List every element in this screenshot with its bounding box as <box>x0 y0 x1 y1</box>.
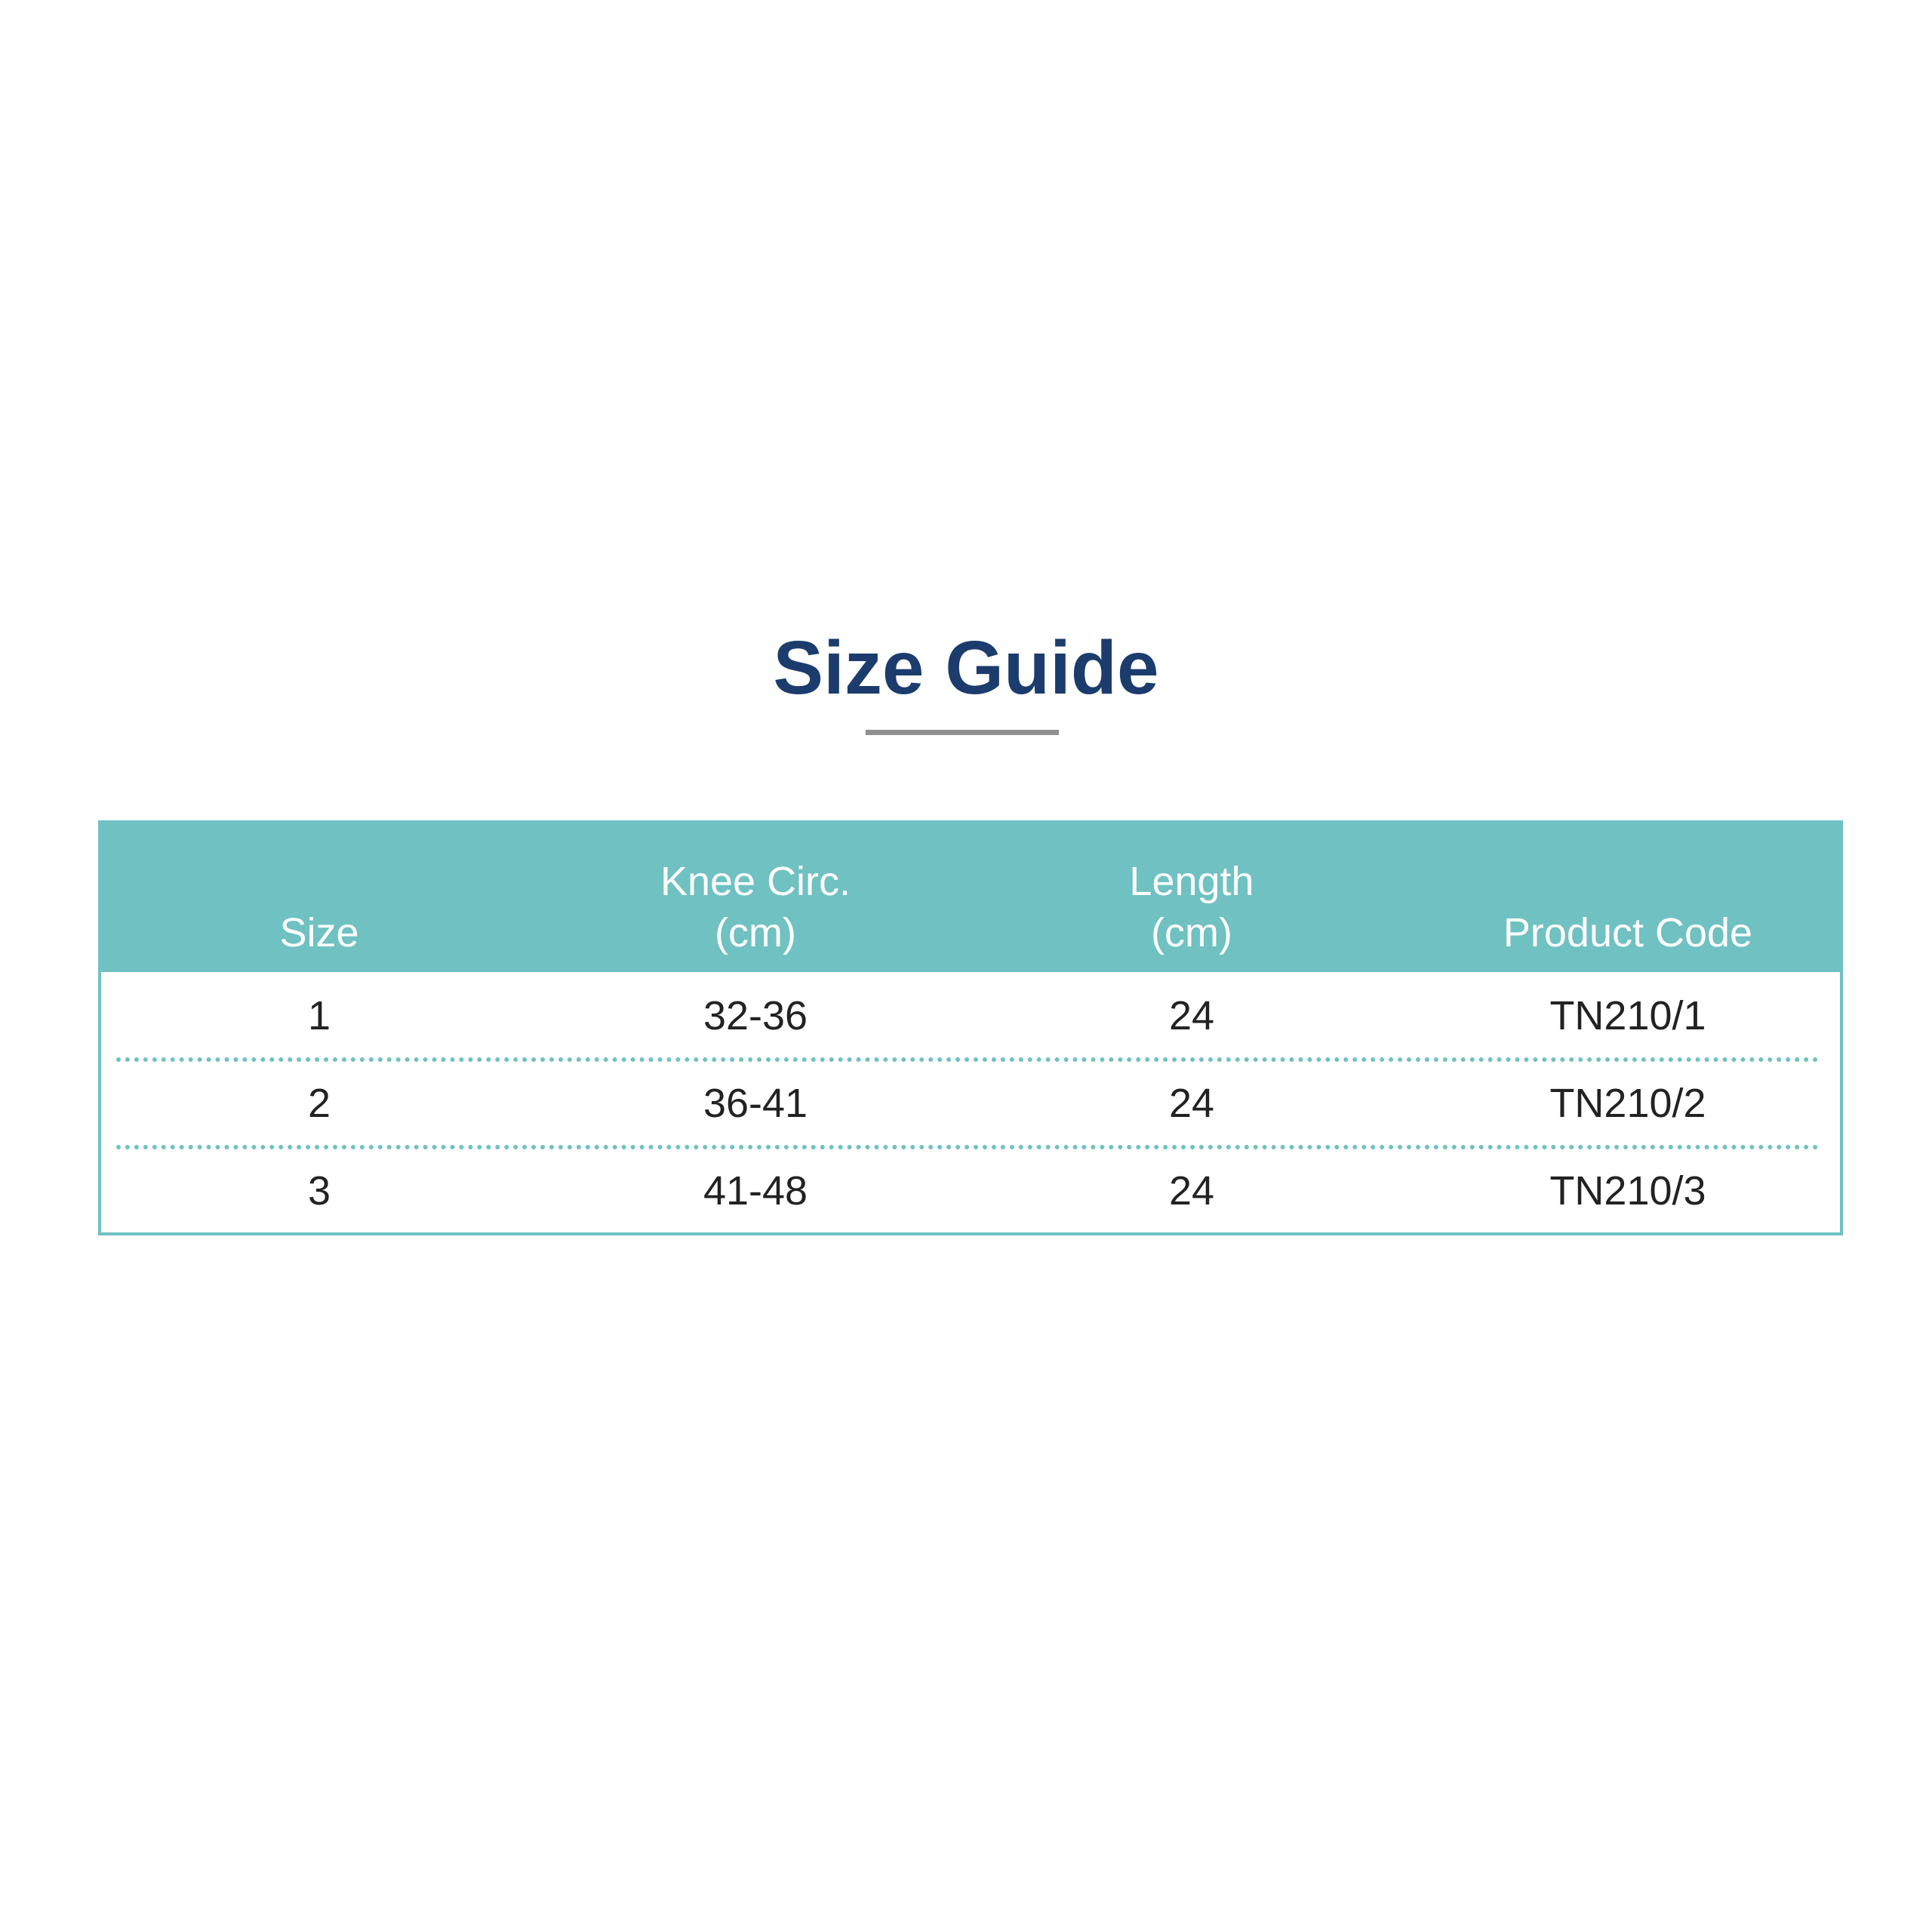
cell-size: 3 <box>307 1168 331 1214</box>
column-header-line1: Length <box>1129 859 1254 904</box>
cell-product-code: TN210/3 <box>1549 1168 1706 1214</box>
cell-length: 24 <box>1168 1081 1215 1126</box>
column-header-line2: Product Code <box>1503 910 1753 955</box>
column-header-line1: Knee Circ. <box>660 859 851 904</box>
title-underline <box>866 730 1059 735</box>
column-header-size <box>101 823 537 972</box>
cell-product-code: TN210/2 <box>1549 1081 1706 1126</box>
table-row <box>101 1060 1840 1147</box>
cell-size: 1 <box>307 993 331 1038</box>
column-header-knee-circ <box>537 823 974 972</box>
table-row <box>101 1147 1840 1235</box>
cell-size: 2 <box>307 1081 331 1126</box>
table-row <box>101 972 1840 1060</box>
column-header-line2: (cm) <box>715 910 796 955</box>
cell-knee-circ: 36-41 <box>703 1081 808 1126</box>
table-header <box>101 823 1840 972</box>
column-header-product-code <box>1410 823 1846 972</box>
cell-length: 24 <box>1168 1168 1215 1214</box>
page-title: Size Guide <box>773 626 1159 710</box>
size-guide-table <box>98 820 1843 1235</box>
cell-length: 24 <box>1168 993 1215 1038</box>
cell-knee-circ: 41-48 <box>703 1168 808 1214</box>
column-header-length <box>974 823 1410 972</box>
column-header-line2: Size <box>279 910 359 955</box>
cell-knee-circ: 32-36 <box>703 993 808 1038</box>
cell-product-code: TN210/1 <box>1549 993 1706 1038</box>
column-header-line2: (cm) <box>1151 910 1232 955</box>
table-body <box>101 972 1840 1235</box>
